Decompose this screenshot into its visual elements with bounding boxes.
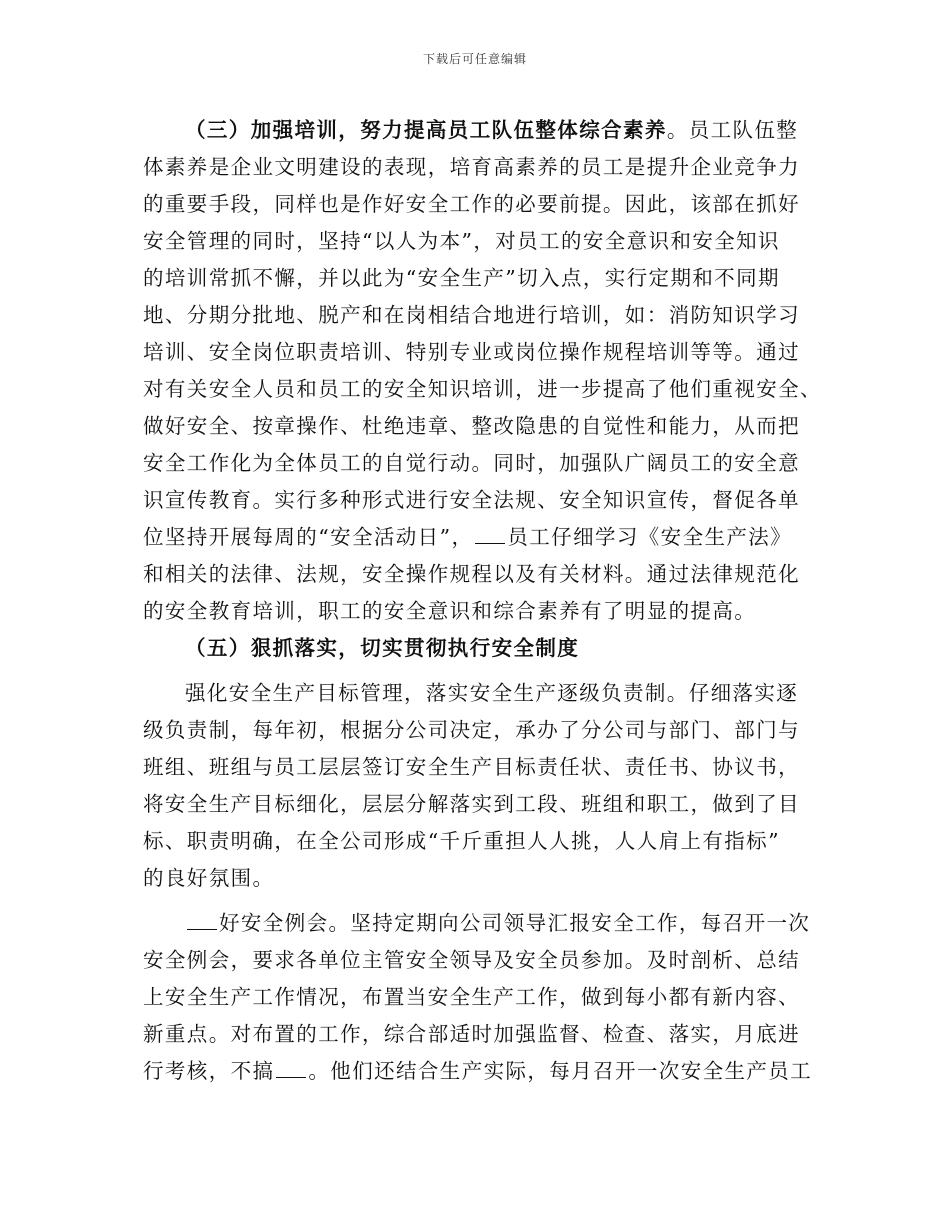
- paragraph-line: [143, 519, 813, 556]
- paragraph-text: 位坚持开展每周的“安全活动日”，: [143, 525, 474, 549]
- paragraph-line: [143, 905, 813, 942]
- section-3-heading: （三）加强培训，努力提高员工队伍整体综合素养: [185, 118, 667, 142]
- page-header: 下载后可任意编辑: [422, 52, 527, 66]
- paragraph-line: 地、分期分批地、脱产和在岗相结合地进行培训，如：消防知识学习: [143, 303, 800, 327]
- blank-underline: [187, 911, 217, 930]
- paragraph-text: 员工仔细学习《安全生产法》: [507, 525, 793, 549]
- paragraph-line: 识宣传教育。实行多种形式进行安全法规、安全知识宣传，督促各单: [143, 488, 800, 512]
- paragraph-line: 对有关安全人员和员工的安全知识培训，进一步提高了他们重视安全、: [143, 377, 822, 401]
- paragraph-line: 安全工作化为全体员工的自觉行动。同时，加强队广阔员工的安全意: [143, 451, 800, 475]
- paragraph-text: 好安全例会。坚持定期向公司领导汇报安全工作，每召开一次: [219, 911, 811, 935]
- paragraph-line: 新重点。对布置的工作，综合部适时加强监督、检查、落实，月底进: [143, 1022, 800, 1046]
- paragraph-text: 。员工队伍整: [666, 118, 799, 142]
- paragraph-line: 安全例会，要求各单位主管安全领导及安全员参加。及时剖析、总结: [143, 948, 800, 972]
- blank-underline: [276, 1059, 306, 1078]
- paragraph-line: 和相关的法律、法规，安全操作规程以及有关材料。通过法律规范化: [143, 562, 800, 586]
- section-5-heading: （五）狠抓落实，切实贯彻执行安全制度: [185, 636, 580, 660]
- paragraph-line: 班组、班组与员工层层签订安全生产目标责任状、责任书、协议书，: [143, 755, 800, 779]
- paragraph-line: 的良好氛围。: [143, 866, 275, 890]
- section-3-first-line: [143, 112, 813, 149]
- paragraph-line: 的重要手段，同样也是作好安全工作的必要前提。因此，该部在抓好: [143, 192, 800, 216]
- paragraph-line: 标、职责明确，在全公司形成“千斤重担人人挑，人人肩上有指标”: [143, 829, 780, 853]
- paragraph-line: 培训、安全岗位职责培训、特别专业或岗位操作规程培训等等。通过: [143, 340, 800, 364]
- paragraph-text: 行考核，不搞: [143, 1059, 275, 1083]
- document-body: [143, 112, 822, 1090]
- paragraph-line: 体素养是企业文明建设的表现，培育高素养的员工是提升企业竞争力: [143, 155, 800, 179]
- paragraph-line: 的培训常抓不懈，并以此为“安全生产”切入点，实行定期和不同期: [143, 266, 780, 290]
- paragraph-line: 的安全教育培训，职工的安全意识和综合素养有了明显的提高。: [143, 599, 757, 623]
- paragraph-line: [143, 1053, 813, 1090]
- paragraph-line: 强化安全生产目标管理，落实安全生产逐级负责制。仔细落实逐: [185, 681, 799, 705]
- paragraph-text: 。他们还结合生产实际，每月召开一次安全生产员工: [308, 1059, 813, 1083]
- paragraph-line: 上安全生产工作情况，布置当安全生产工作，做到每小都有新内容、: [143, 985, 800, 1009]
- paragraph-line: 做好安全、按章操作、杜绝违章、整改隐患的自觉性和能力，从而把: [143, 414, 800, 438]
- paragraph-line: 级负责制，每年初，根据分公司决定，承办了分公司与部门、部门与: [143, 718, 800, 742]
- paragraph-line: 安全管理的同时，坚持“以人为本”，对员工的安全意识和安全知识: [143, 229, 780, 253]
- blank-underline: [475, 525, 505, 544]
- paragraph-line: 将安全生产目标细化，层层分解落实到工段、班组和职工，做到了目: [143, 792, 800, 816]
